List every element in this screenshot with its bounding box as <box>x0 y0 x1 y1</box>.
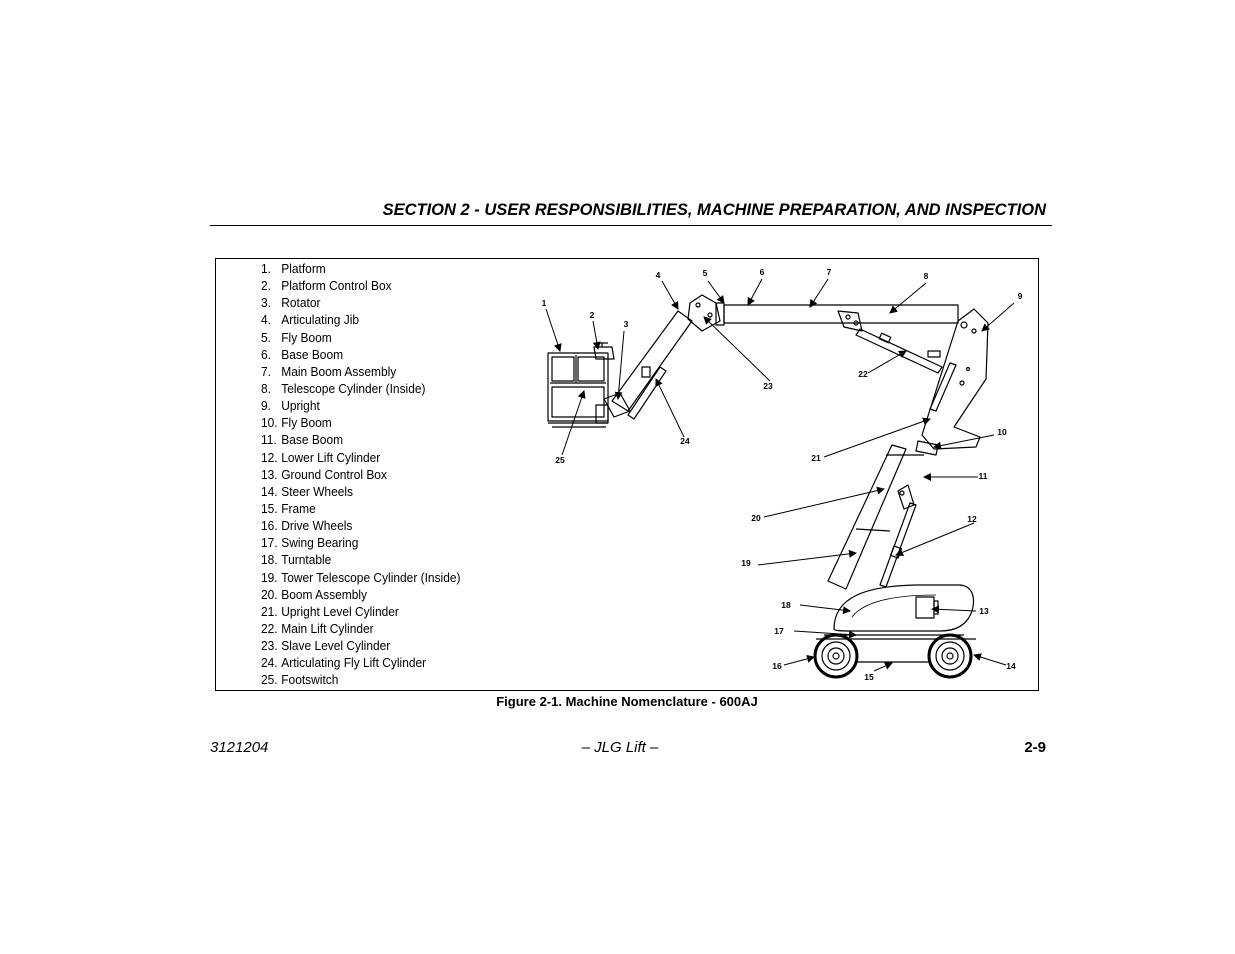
footer-center-title: – JLG Lift – <box>581 739 659 756</box>
callout-8: 8 <box>923 271 929 281</box>
legend-item-label: Platform <box>281 261 326 276</box>
jib-knuckle <box>688 295 720 331</box>
legend-item-number: 16. <box>261 518 278 534</box>
legend-item-label: Telescope Cylinder (Inside) <box>281 380 426 396</box>
callout-15: 15 <box>864 672 874 682</box>
legend-item-number: 6. <box>261 346 271 362</box>
legend-item-label: Frame <box>281 500 316 516</box>
drive-wheel <box>815 635 857 677</box>
lower-lift-cylinder <box>880 503 916 587</box>
legend-item-number: 15. <box>261 500 278 516</box>
legend-item-number: 3. <box>261 295 271 311</box>
legend-item-label: Base Boom <box>281 432 344 448</box>
legend-item-number: 4. <box>261 312 271 328</box>
legend-item-label: Fly Boom <box>281 415 332 431</box>
callout-labels <box>542 267 1023 682</box>
legend-item-label: Footswitch <box>281 672 339 688</box>
callout-6: 6 <box>759 267 765 277</box>
legend-item-number: 14. <box>261 483 278 499</box>
header-rule <box>210 225 1052 226</box>
callout-2: 2 <box>589 310 595 320</box>
legend-item-number: 25. <box>261 672 278 688</box>
steer-wheel <box>929 635 971 677</box>
legend-item-label: Swing Bearing <box>281 535 359 551</box>
legend-item-number: 11. <box>261 432 277 448</box>
legend-item-number: 10. <box>261 415 278 431</box>
legend-item-number: 17. <box>261 535 278 551</box>
callout-14: 14 <box>1006 661 1016 671</box>
legend-item-number: 23. <box>261 638 278 654</box>
legend-item-label: Steer Wheels <box>281 483 354 499</box>
legend-item-label: Fly Boom <box>281 329 332 345</box>
callout-10: 10 <box>997 427 1007 437</box>
callout-23: 23 <box>763 381 773 391</box>
callout-19: 19 <box>741 558 751 568</box>
legend-item-number: 9. <box>261 398 271 414</box>
legend-item-number: 20. <box>261 586 278 602</box>
callout-7: 7 <box>826 267 832 277</box>
legend-item-label: Upright Level Cylinder <box>281 603 399 619</box>
ground-control-box <box>916 597 934 618</box>
legend-item-number: 1. <box>261 261 271 276</box>
callout-9: 9 <box>1017 291 1023 301</box>
callout-25: 25 <box>555 455 565 465</box>
callout-1: 1 <box>541 298 547 308</box>
legend-item-label: Rotator <box>281 295 321 311</box>
legend-item-label: Main Lift Cylinder <box>281 620 374 636</box>
legend-item-label: Boom Assembly <box>281 586 367 602</box>
legend-item-label: Upright <box>281 398 320 414</box>
legend-item-number: 18. <box>261 552 278 568</box>
machine-diagram <box>216 259 1038 690</box>
legend-item-number: 21. <box>261 603 278 619</box>
callout-18: 18 <box>781 600 791 610</box>
legend-item-number: 13. <box>261 466 278 482</box>
section-header-title: SECTION 2 - USER RESPONSIBILITIES, MACHINE PREPARATION, AND INSPECTION <box>382 201 1046 219</box>
callout-11: 11 <box>978 471 988 481</box>
legend-item-label: Lower Lift Cylinder <box>281 449 381 465</box>
footer-page-number: 2-9 <box>1024 739 1046 756</box>
figure-frame <box>215 258 1039 691</box>
leader-lines <box>546 279 1014 671</box>
upright <box>922 309 988 449</box>
callout-24: 24 <box>680 436 690 446</box>
callout-17: 17 <box>774 626 784 636</box>
footer-doc-number: 3121204 <box>210 739 269 756</box>
legend-item-label: Tower Telescope Cylinder (Inside) <box>281 569 461 585</box>
legend-item-label: Drive Wheels <box>281 518 353 534</box>
legend-item-label: Articulating Jib <box>281 312 360 328</box>
callout-22: 22 <box>858 369 868 379</box>
legend-item-number: 2. <box>261 278 271 294</box>
tower-boom <box>828 445 906 589</box>
legend-item-number: 8. <box>261 380 271 396</box>
articulating-fly-lift-cylinder <box>628 367 666 419</box>
legend-item-label: Platform Control Box <box>281 278 392 294</box>
legend-item-number: 22. <box>261 620 278 636</box>
callout-13: 13 <box>979 606 989 616</box>
callout-21: 21 <box>811 453 821 463</box>
legend-item-number: 7. <box>261 363 271 379</box>
figure-caption: Figure 2-1. Machine Nomenclature - 600AJ <box>496 694 758 709</box>
legend-item-number: 19. <box>261 569 278 585</box>
machine-drawing <box>548 295 988 677</box>
callout-4: 4 <box>655 270 661 280</box>
callout-16: 16 <box>772 661 782 671</box>
legend-item-number: 12. <box>261 449 278 465</box>
legend-item-number: 24. <box>261 655 278 671</box>
callout-3: 3 <box>623 319 629 329</box>
legend-item-label: Main Boom Assembly <box>281 363 397 379</box>
callout-5: 5 <box>702 268 708 278</box>
callout-12: 12 <box>967 514 977 524</box>
legend-item-label: Slave Level Cylinder <box>281 638 391 654</box>
turntable <box>834 585 974 631</box>
legend-item-label: Turntable <box>281 552 332 568</box>
legend-item-label: Articulating Fly Lift Cylinder <box>281 655 427 671</box>
legend-item-number: 5. <box>261 329 271 345</box>
legend-item-label: Base Boom <box>281 346 344 362</box>
legend-item-label: Ground Control Box <box>281 466 387 482</box>
callout-20: 20 <box>751 513 761 523</box>
